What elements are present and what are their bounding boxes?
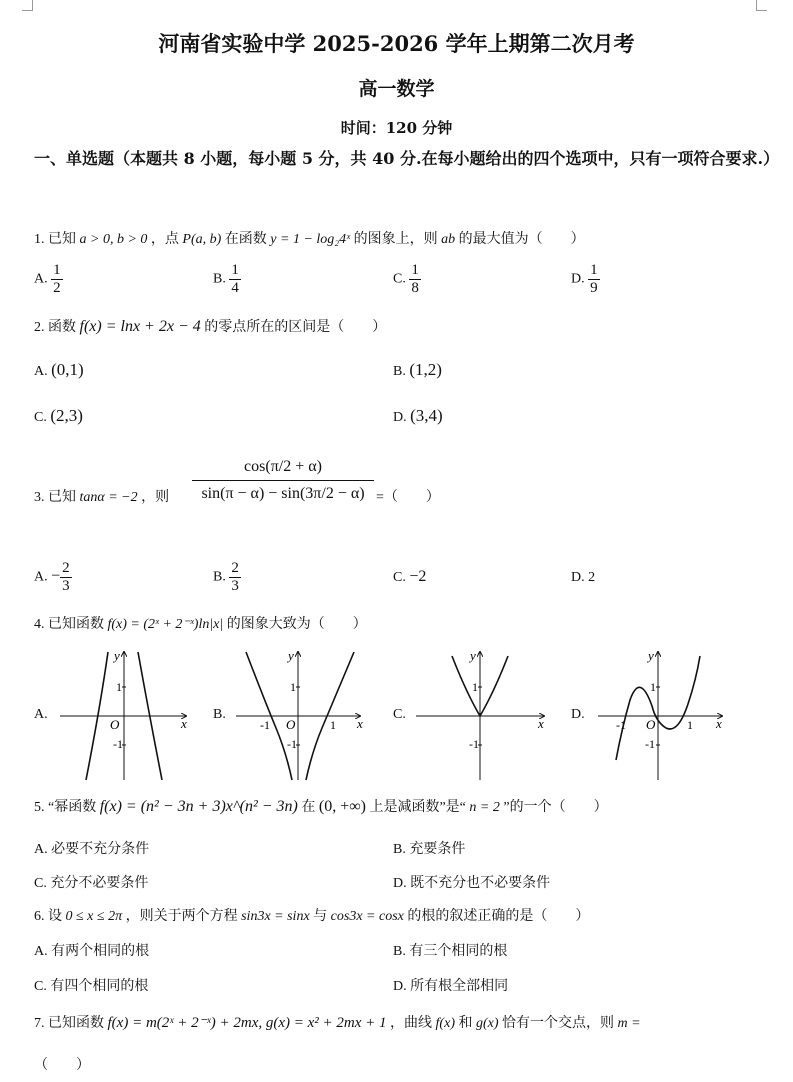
q6-option-c[interactable]: C. 有四个相同的根 xyxy=(34,979,149,994)
q2-option-c[interactable]: C. (2,3) xyxy=(34,406,83,425)
y-label: y xyxy=(470,648,476,663)
q1-option-c[interactable]: C. $\frac{1}{8}$ xyxy=(393,262,419,296)
q3-fraction xyxy=(192,458,374,503)
q3-condition: tanα = −2 xyxy=(79,490,138,505)
subject-title: 高一数学 xyxy=(358,78,435,100)
q5-function: f(x) = (n² − 3n + 3)x^(n² − 3n) xyxy=(99,798,298,815)
q6-option-a[interactable]: A. 有两个相同的根 xyxy=(34,944,150,959)
q4-function: f(x) = (2ˣ + 2⁻ˣ)ln|x| xyxy=(107,617,224,632)
q4-option-b-label[interactable]: B. xyxy=(213,707,226,722)
q7-text: 已知函数 xyxy=(48,1016,104,1031)
q3-denominator: sin(π − α) − sin(3π/2 − α) xyxy=(192,480,374,503)
q1-text: 的图象上，则 xyxy=(353,232,438,247)
y-label: y xyxy=(288,648,294,663)
q2-option-d[interactable]: D. (3,4) xyxy=(393,406,443,425)
tick-neg1: -1 xyxy=(645,737,655,751)
q5-text: ”的一个（ ） xyxy=(503,800,608,815)
q5-option-a[interactable]: A. 必要不充分条件 xyxy=(34,842,150,857)
question-2 xyxy=(34,316,386,336)
q4-graph-a[interactable] xyxy=(58,648,198,783)
q1-option-a[interactable]: A. $\frac{1}{2}$ xyxy=(34,262,61,296)
tick-neg1: -1 xyxy=(287,737,297,751)
q2-text: 的零点所在的区间是（ ） xyxy=(204,320,387,335)
q6-text: 的根的叙述正确的是（ ） xyxy=(407,909,590,924)
x-label: x xyxy=(716,716,722,731)
q2-option-a[interactable]: A. (0,1) xyxy=(34,360,84,379)
q6-equation-2: cos3x = cosx xyxy=(330,909,404,924)
question-7 xyxy=(34,1012,641,1032)
q4-text: 已知函数 xyxy=(48,617,104,632)
q4-option-d-label[interactable]: D. xyxy=(571,707,585,722)
exam-title: 河南省实验中学 2025-2026 学年上期第二次月考 xyxy=(158,31,635,56)
q1-text: 的最大值为（ ） xyxy=(458,232,585,247)
question-5 xyxy=(34,796,608,816)
y-label: y xyxy=(648,648,654,663)
q1-text: 已知 xyxy=(48,232,76,247)
exam-time: 时间：120 分钟 xyxy=(340,119,453,137)
q7-text: 和 xyxy=(458,1016,473,1031)
q7-text: ，曲线 xyxy=(390,1016,433,1031)
q6-text: ，则关于两个方程 xyxy=(125,909,238,924)
q3-tail: =（ ） xyxy=(376,490,440,505)
q4-graph-d[interactable] xyxy=(594,648,734,783)
x-label: x xyxy=(538,716,544,731)
q6-text: 与 xyxy=(313,909,328,924)
q2-function: f(x) = lnx + 2x − 4 xyxy=(79,318,201,335)
q4-option-a-label[interactable]: A. xyxy=(34,707,48,722)
q4-graph-c[interactable] xyxy=(412,648,552,783)
q1-text: 在函数 xyxy=(224,232,267,247)
q5-option-d[interactable]: D. 既不充分也不必要条件 xyxy=(393,876,551,891)
y-label: y xyxy=(114,648,120,663)
q6-option-b[interactable]: B. 有三个相同的根 xyxy=(393,944,508,959)
q4-graph-b[interactable] xyxy=(232,648,372,783)
q4-text: 的图象大致为（ ） xyxy=(226,617,367,632)
question-number: 5. xyxy=(34,800,45,815)
origin-label: O xyxy=(286,717,296,732)
q5-option-c[interactable]: C. 充分不必要条件 xyxy=(34,876,149,891)
q7-gx: g(x) xyxy=(475,1016,499,1031)
q6-condition: 0 ≤ x ≤ 2π xyxy=(65,909,123,924)
question-number: 2. xyxy=(34,320,45,335)
q1-text: ，点 xyxy=(150,232,179,247)
q5-option-b[interactable]: B. 充要条件 xyxy=(393,842,466,857)
q7-m: m = xyxy=(617,1016,641,1031)
q6-text: 设 xyxy=(48,909,62,924)
question-3 xyxy=(34,486,169,506)
q5-text: 上是减函数”是“ xyxy=(369,800,466,815)
q7-answer-blank[interactable]: （ ） xyxy=(34,1058,90,1073)
question-number: 1. xyxy=(34,232,45,247)
q1-ab: ab xyxy=(441,232,456,247)
tick-1: 1 xyxy=(472,680,478,694)
tick-neg1: -1 xyxy=(113,737,123,751)
tick-1: 1 xyxy=(650,680,656,694)
q6-equation-1: sin3x = sinx xyxy=(241,909,310,924)
tick-1: 1 xyxy=(116,680,122,694)
question-1 xyxy=(34,228,585,248)
x-label: x xyxy=(181,716,187,731)
q1-function: y = 1 − log₂4ˣ xyxy=(270,232,351,247)
q5-condition: n = 2 xyxy=(469,800,500,815)
corner-mark-left xyxy=(22,0,33,11)
corner-mark-right xyxy=(756,0,767,11)
q2-option-b[interactable]: B. (1,2) xyxy=(393,360,442,379)
question-number: 3. xyxy=(34,490,45,505)
q7-functions: f(x) = m(2ˣ + 2⁻ˣ) + 2mx, g(x) = x² + 2mx + 1 xyxy=(107,1015,387,1031)
q3-option-d[interactable]: D. 2 xyxy=(571,570,596,585)
q2-text: 函数 xyxy=(48,320,76,335)
q3-numerator: cos(π/2 + α) xyxy=(244,458,322,475)
tick-x-neg1: -1 xyxy=(616,718,626,732)
q6-option-d[interactable]: D. 所有根全部相同 xyxy=(393,979,509,994)
q1-point: P(a, b) xyxy=(182,232,222,247)
x-label: x xyxy=(357,716,363,731)
q1-option-d[interactable]: D. $\frac{1}{9}$ xyxy=(571,262,598,296)
q3-text: 已知 xyxy=(48,490,76,505)
q1-condition: a > 0, b > 0 xyxy=(79,232,148,247)
q5-text: “幂函数 xyxy=(48,800,97,815)
tick-x-1: 1 xyxy=(687,718,693,732)
q7-fx: f(x) xyxy=(435,1016,455,1031)
question-4 xyxy=(34,613,367,633)
origin-label: O xyxy=(646,717,656,732)
q4-option-c-label[interactable]: C. xyxy=(393,707,406,722)
origin-label: O xyxy=(110,717,120,732)
q3-option-b[interactable]: B. $\frac{2}{3}$ xyxy=(213,560,239,594)
question-number: 4. xyxy=(34,617,45,632)
q3-option-c[interactable]: C. −2 xyxy=(393,568,427,585)
question-number: 6. xyxy=(34,909,45,924)
q3-option-a[interactable]: A. − $\frac{2}{3}$ xyxy=(34,560,70,594)
q5-text: 在 xyxy=(301,800,316,815)
q7-text: 恰有一个交点，则 xyxy=(502,1016,615,1031)
tick-neg1: -1 xyxy=(469,737,479,751)
tick-1: 1 xyxy=(290,680,296,694)
tick-x-neg1: -1 xyxy=(260,718,270,732)
q1-option-b[interactable]: B. $\frac{1}{4}$ xyxy=(213,262,239,296)
q3-text: ，则 xyxy=(141,490,170,505)
section-heading: 一、单选题（本题共 8 小题，每小题 5 分，共 40 分.在每小题给出的四个选项中，只有一项符合要求.） xyxy=(34,149,780,168)
question-number: 7. xyxy=(34,1016,45,1031)
question-6 xyxy=(34,905,589,925)
tick-x-1: 1 xyxy=(330,718,336,732)
q5-interval: (0, +∞) xyxy=(318,798,366,815)
